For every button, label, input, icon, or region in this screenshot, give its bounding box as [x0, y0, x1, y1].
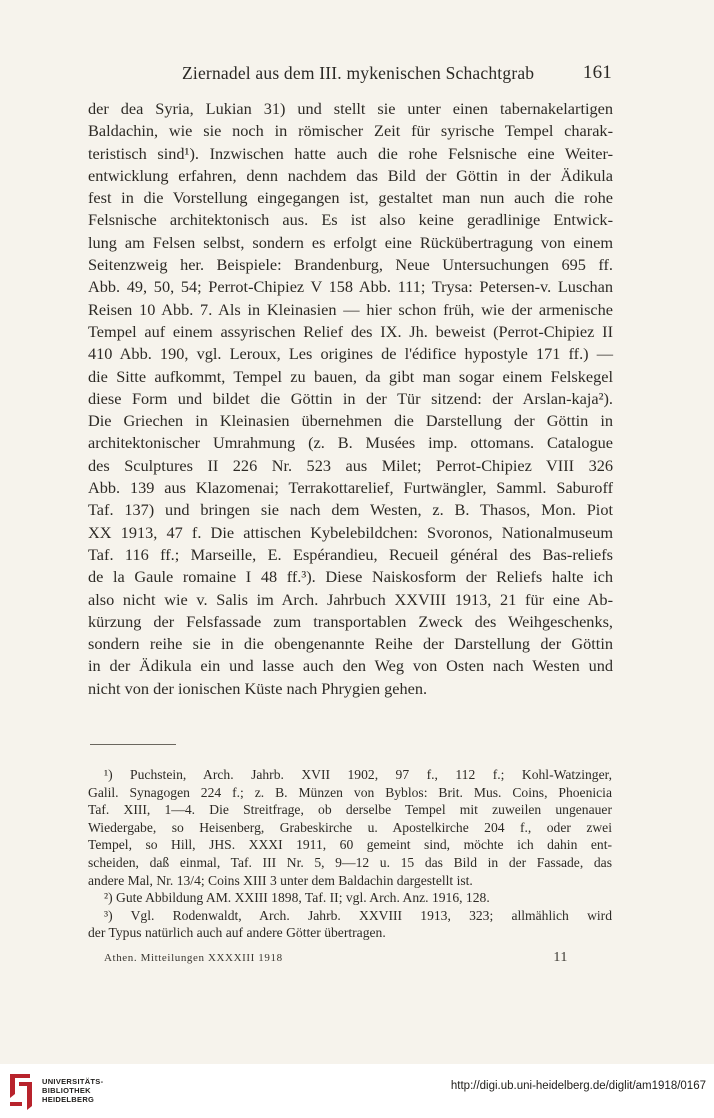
- body-line: teristisch sind¹). Inzwischen hatte auch die rohe Felsnische eine Weiter-: [88, 143, 613, 163]
- body-line: sondern reihe sie in die obengenannte Reihe der Darstellung der Göttin: [88, 634, 613, 654]
- library-name-line: BIBLIOTHEK: [42, 1086, 91, 1095]
- body-line: Baldachin, wie sie noch in römischer Zeit für syrische Tempel charak-: [88, 121, 613, 141]
- footnote-line: Galil. Synagogen 224 f.; z. B. Münzen von Byblos: Brit. Mus. Coins, Phoenicia: [88, 784, 612, 800]
- body-line: Tempel auf einem assyrischen Relief des IX. Jh. beweist (Perrot-Chipiez II: [88, 321, 613, 341]
- footnote-separator: [90, 744, 176, 745]
- footnote-line: andere Mal, Nr. 13/4; Coins XIII 3 unter dem Baldachin dargestellt ist.: [88, 872, 473, 888]
- signature-mark: 11: [553, 950, 568, 965]
- body-line: nicht von der ionischen Küste nach Phrygien gehen.: [88, 678, 428, 698]
- signature-line: [104, 952, 568, 964]
- source-url-link[interactable]: http://digi.ub.uni-heidelberg.de/diglit/am1918/0167: [450, 1080, 706, 1092]
- body-line: die Sitte aufkommt, Tempel zu bauen, da gibt man sogar einem Felskegel: [88, 366, 613, 386]
- library-name-line: UNIVERSITÄTS-: [42, 1077, 104, 1086]
- body-text: [88, 98, 613, 700]
- library-name: [42, 1077, 103, 1104]
- footnote-line: scheiden, daß einmal, Taf. III Nr. 5, 9—12 u. 15 das Bild in der Fassade, das: [88, 854, 612, 870]
- body-line: Abb. 49, 50, 54; Perrot-Chipiez V 158 Abb. 111; Trysa: Petersen-v. Luschan: [88, 277, 613, 297]
- footnote-line: ²) Gute Abbildung AM. XXIII 1898, Taf. II; vgl. Arch. Anz. 1916, 128.: [104, 890, 490, 906]
- footnote-line: der Typus natürlich auch auf andere Götter übertragen.: [88, 925, 386, 941]
- running-title: Ziernadel aus dem III. mykenischen Schachtgrab: [182, 63, 535, 83]
- footnotes: [88, 766, 612, 942]
- body-line: lung am Felsen selbst, sondern es erfolgt eine Rückübertragung von einem: [88, 232, 613, 252]
- body-line: diese Form und bildet die Göttin in der Tür sitzend: der Arslan-kaja²).: [88, 388, 613, 408]
- body-line: also nicht wie v. Salis im Arch. Jahrbuch XXVIII 1913, 21 für eine Ab-: [88, 589, 613, 609]
- body-line: Abb. 139 aus Klazomenai; Terrakottarelief, Furtwängler, Samml. Saburoff: [88, 478, 613, 498]
- body-line: de la Gaule romaine I 48 ff.³). Diese Naiskosform der Reliefs halte ich: [88, 567, 613, 587]
- body-line: entwicklung erfahren, denn nachdem das Bild der Göttin in der Ädikula: [88, 165, 613, 185]
- body-line: architektonischer Umrahmung (z. B. Musées imp. ottomans. Catalogue: [88, 433, 613, 453]
- body-line: Taf. 116 ff.; Marseille, E. Espérandieu, Recueil général des Bas-reliefs: [88, 544, 613, 564]
- footnote-line: ³) Vgl. Rodenwaldt, Arch. Jahrb. XXVIII 1913, 323; allmählich wird: [104, 907, 612, 923]
- library-logo-icon: [6, 1072, 36, 1110]
- body-line: der dea Syria, Lukian 31) und stellt sie unter einen tabernakelartigen: [88, 99, 613, 118]
- footnote-line: Taf. XIII, 1—4. Die Streitfrage, ob derselbe Tempel mit zuweilen ungenauer: [88, 802, 612, 818]
- body-line: Felsnische architektonisch aus. Es ist also keine geradlinige Entwick-: [88, 210, 613, 230]
- body-line: Die Griechen in Kleinasien übernehmen die Darstellung der Göttin in: [88, 411, 613, 431]
- body-line: fest in die Vorstellung eingegangen ist, gestaltet man nun auch die rohe: [88, 188, 613, 208]
- body-line: XX 1913, 47 f. Die attischen Kybelebildchen: Svoronos, Nationalmuseum: [88, 522, 613, 542]
- body-line: Reisen 10 Abb. 7. Als in Kleinasien — hier schon früh, wie der armenische: [88, 299, 613, 319]
- body-line: Seitenzweig her. Beispiele: Brandenburg, Neue Untersuchungen 695 ff.: [88, 255, 613, 275]
- body-line: Taf. 137) und bringen sie nach dem Westen, z. B. Thasos, Mon. Piot: [88, 500, 613, 520]
- page-number: 161: [582, 62, 612, 83]
- library-name-line: HEIDELBERG: [42, 1095, 95, 1104]
- viewer-footer: [0, 1064, 714, 1118]
- body-line: in der Ädikula ein und lasse auch den Weg von Osten nach Westen und: [88, 656, 613, 676]
- body-line: kürzung der Felsfassade zum transportablen Zweck des Weihgeschenks,: [88, 611, 613, 631]
- signature-text: Athen. Mitteilungen XXXXIII 1918: [104, 952, 283, 964]
- footnote-line: Tempel, so Hill, JHS. XXXI 1911, 60 gemeint sind, möchte ich dahin ent-: [88, 837, 612, 853]
- footnote-line: ¹) Puchstein, Arch. Jahrb. XVII 1902, 97 f., 112 f.; Kohl-Watzinger,: [104, 767, 612, 782]
- body-line: des Sculptures II 226 Nr. 523 aus Milet; Perrot-Chipiez VIII 326: [88, 455, 613, 475]
- body-line: 410 Abb. 190, vgl. Leroux, Les origines de l'édifice hypostyle 171 ff.) —: [88, 344, 613, 364]
- footnote-line: Wiedergabe, so Heisenberg, Grabeskirche u. Apostelkirche 204 f., oder zwei: [88, 819, 612, 835]
